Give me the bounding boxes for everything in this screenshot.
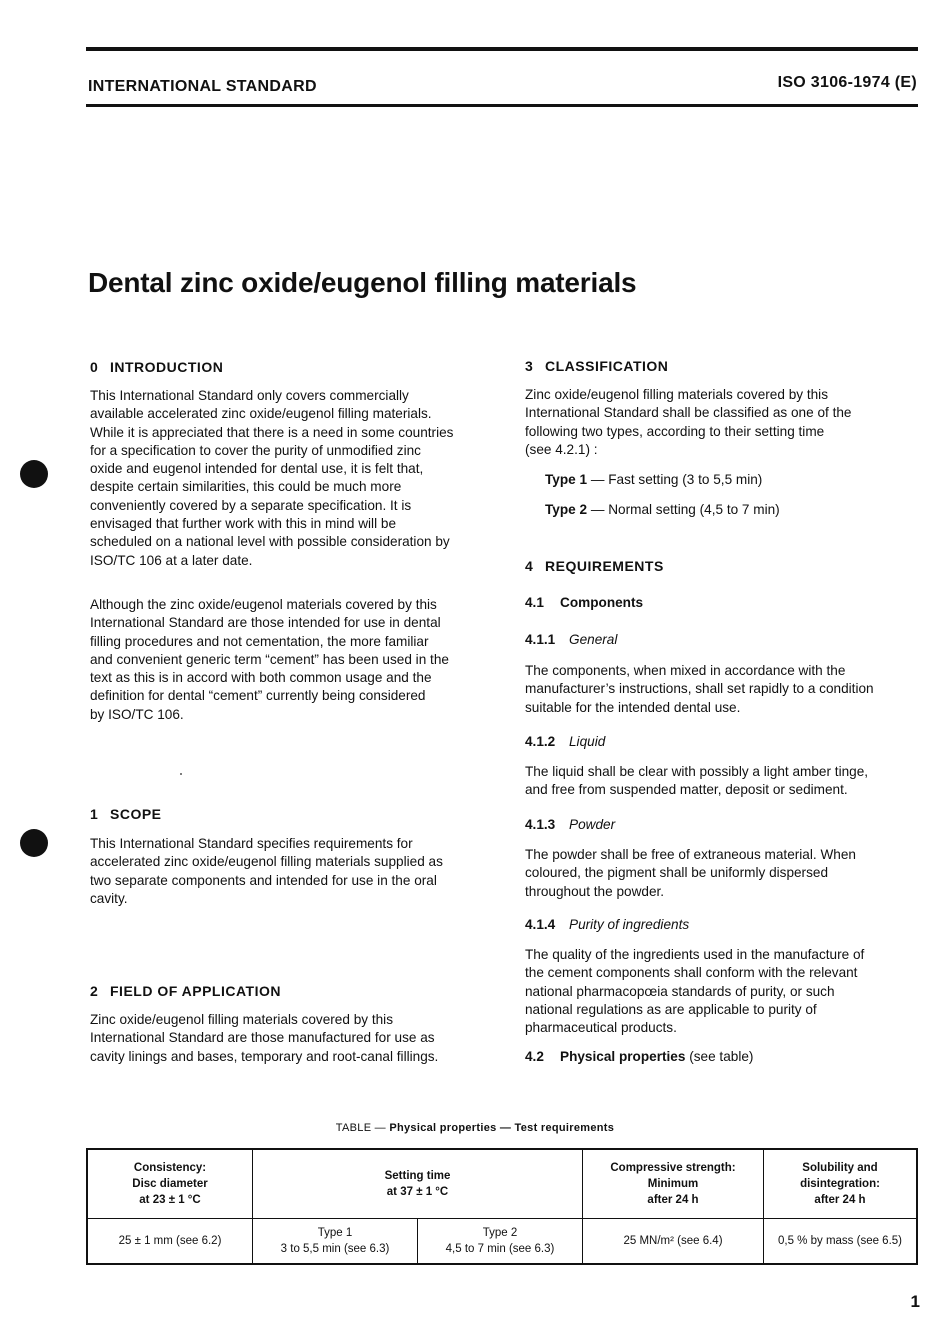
text-line: definition for dental “cement” currently being considered [90,688,426,704]
type-description: — Fast setting (3 to 5,5 min) [587,472,763,487]
subsection-title: Purity of ingredients [569,917,690,932]
section-number: 3 [525,358,534,374]
text-line: Although the zinc oxide/eugenol materials covered by this [90,597,437,612]
text-line: ISO/TC 106 at a later date. [90,552,253,568]
section-number: 0 [90,359,99,375]
type-label: Type 2 [545,502,588,517]
section-number: 2 [90,983,99,999]
section-1-heading [90,806,162,822]
powder-paragraph [525,846,920,901]
header-left: INTERNATIONAL STANDARD [88,78,317,95]
subsection-title: Liquid [569,734,606,749]
subsection-number: 4.1.2 [525,734,556,749]
text-line: despite certain similarities, this could be much more [90,479,402,495]
text-line: International Standard are those manufactured for use as [90,1030,435,1046]
text-line: national regulations as are applicable to purity of [525,1001,817,1017]
caption-prefix: TABLE — [335,1122,390,1134]
header-line: Disc diameter [132,1178,208,1190]
subsection-4-1-2-heading [525,734,605,749]
header-right: ISO 3106-1974 (E) [777,74,917,91]
physical-properties-table [86,1148,918,1265]
cell-type-2 [418,1219,583,1265]
general-paragraph [525,662,920,717]
cell-compressive: 25 MN/m² (see 6.4) [583,1219,764,1265]
header-line: at 37 ± 1 °C [386,1186,449,1198]
text-line: by ISO/TC 106. [90,706,184,722]
text-line: This International Standard specifies requirements for [90,836,413,851]
text-line: for a specification to cover the purity of unmodified zinc [90,442,421,458]
subsection-title: Components [560,595,644,610]
cell-line: Type 2 [482,1227,518,1239]
header-line: after 24 h [647,1194,699,1206]
section-number: 1 [90,806,99,822]
text-line: The liquid shall be clear with possibly a light amber tinge, [525,764,869,779]
section-0-heading [90,359,223,375]
text-line: (see 4.2.1) : [525,441,598,457]
subsection-4-1-1-heading [525,632,617,647]
intro-paragraph-2 [90,596,485,724]
subsection-title: General [569,632,618,647]
section-3-heading [525,358,668,374]
section-number: 4 [525,558,534,574]
field-paragraph [90,1011,485,1066]
text-line: This International Standard only covers commercially [90,388,409,403]
text-line: Zinc oxide/eugenol filling materials covered by this [525,387,828,402]
cell-line: Type 1 [317,1227,353,1239]
text-line: The powder shall be free of extraneous material. When [525,847,856,862]
text-line: The components, when mixed in accordance with the [525,663,846,678]
text-line: While it is appreciated that there is a need in some countries [90,424,454,440]
header-top-rule [86,47,918,51]
text-line: and free from suspended matter, deposit or sediment. [525,782,848,798]
subsection-number: 4.1 [525,595,544,610]
table-header-row [87,1149,917,1219]
header-line: Solubility and [802,1162,878,1174]
text-line: International Standard shall be classified as one of the [525,405,852,421]
section-title: INTRODUCTION [110,359,224,375]
section-4-heading [525,558,664,574]
header-line: disintegration: [800,1178,880,1190]
header-compressive-strength [583,1149,764,1219]
subsection-4-1-heading [525,595,643,610]
table-caption [0,1122,950,1134]
subsection-number: 4.1.3 [525,817,556,832]
table-row [87,1219,917,1265]
subsection-number: 4.2 [525,1049,544,1064]
text-line: text as this is in accord with both common usage and the [90,670,432,686]
text-line: following two types, according to their setting time [525,423,825,439]
header-setting-time [253,1149,583,1219]
speck-mark [180,773,182,775]
page-number: 1 [910,1292,920,1311]
header-consistency [87,1149,253,1219]
text-line: cavity. [90,890,128,906]
header-line: Consistency: [133,1162,207,1174]
text-line: pharmaceutical products. [525,1020,677,1036]
header-bottom-rule [86,104,918,107]
subsection-number: 4.1.1 [525,632,556,647]
text-line: national pharmacopœia standards of purity, or such [525,983,835,999]
caption-title: Physical properties — Test requirements [389,1122,615,1134]
subsection-note: (see table) [685,1049,754,1064]
text-line: available accelerated zinc oxide/eugenol filling materials. [90,406,432,422]
subsection-4-2-heading [525,1049,753,1064]
binding-hole-mark [20,829,48,857]
text-line: filling procedures and not cementation, the more familiar [90,633,429,649]
cell-line: 4,5 to 7 min (see 6.3) [445,1243,555,1255]
text-line: conveniently covered by a separate specification. It is [90,497,412,513]
liquid-paragraph [525,763,920,800]
subsection-4-1-4-heading [525,917,689,932]
text-line: International Standard are those intended for use in dental [90,615,441,631]
type-label: Type 1 [545,472,588,487]
text-line: scheduled on a national level with possible consideration by [90,534,450,550]
section-title: REQUIREMENTS [545,558,664,574]
header-line: Minimum [647,1178,699,1190]
header-line: Setting time [384,1170,451,1182]
section-title: CLASSIFICATION [545,358,669,374]
text-line: The quality of the ingredients used in the manufacture of [525,947,865,962]
document-title: Dental zinc oxide/eugenol filling materials [88,267,637,298]
subsection-title: Powder [569,817,616,832]
cell-consistency: 25 ± 1 mm (see 6.2) [87,1219,253,1265]
intro-paragraph-1 [90,387,485,570]
header-line: after 24 h [814,1194,866,1206]
cell-type-1 [253,1219,418,1265]
text-line: cavity linings and bases, temporary and root-canal fillings. [90,1048,439,1064]
text-line: envisaged that further work with this in mind will be [90,516,396,532]
text-line: and convenient generic term “cement” has been used in the [90,651,449,667]
type-1-line [545,472,762,487]
text-line: the cement components shall conform with the relevant [525,965,858,981]
text-line: throughout the powder. [525,883,665,899]
header-line: at 23 ± 1 °C [139,1194,201,1206]
type-description: — Normal setting (4,5 to 7 min) [587,502,780,517]
cell-solubility: 0,5 % by mass (see 6.5) [764,1219,918,1265]
text-line: manufacturer’s instructions, shall set rapidly to a condition [525,681,874,697]
section-2-heading [90,983,281,999]
text-line: Zinc oxide/eugenol filling materials covered by this [90,1012,393,1027]
subsection-number: 4.1.4 [525,917,556,932]
cell-line: 3 to 5,5 min (see 6.3) [280,1243,390,1255]
subsection-title: Physical properties [560,1049,686,1064]
scope-paragraph [90,835,485,908]
text-line: accelerated zinc oxide/eugenol filling materials supplied as [90,854,443,870]
section-title: FIELD OF APPLICATION [110,983,281,999]
classification-paragraph [525,386,920,459]
text-line: two separate components and intended for use in the oral [90,872,437,888]
text-line: suitable for the intended dental use. [525,699,741,715]
purity-paragraph [525,946,920,1037]
header-line: Compressive strength: [610,1162,736,1174]
header-solubility [764,1149,918,1219]
text-line: coloured, the pigment shall be uniformly dispersed [525,865,829,881]
type-2-line [545,502,780,517]
binding-hole-mark [20,460,48,488]
section-title: SCOPE [110,806,162,822]
text-line: oxide and eugenol intended for dental use, it is felt that, [90,461,424,477]
subsection-4-1-3-heading [525,817,615,832]
